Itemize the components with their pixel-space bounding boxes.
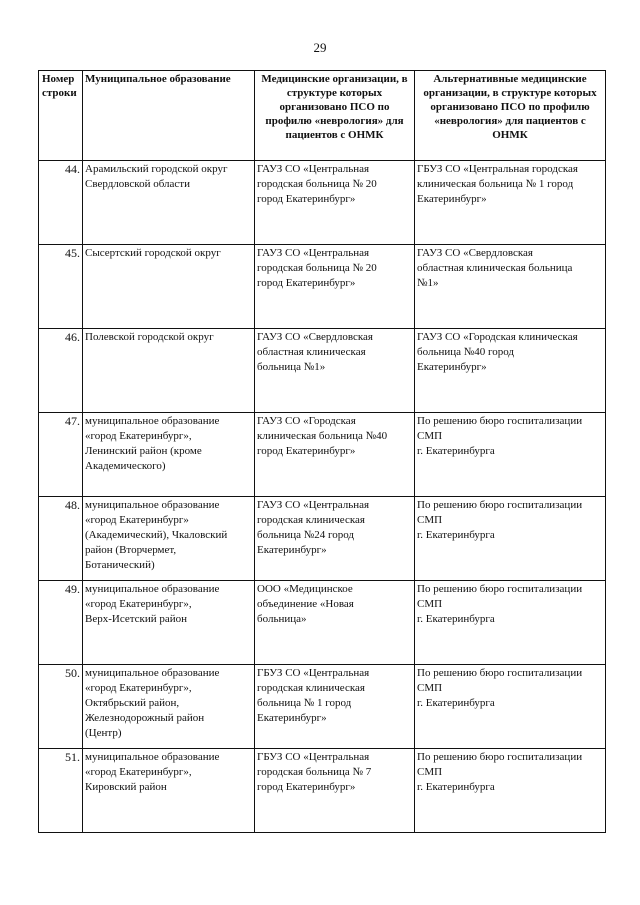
organization-cell — [255, 497, 415, 581]
header-municipality: Муниципальное образование — [83, 71, 255, 161]
municipality-cell — [83, 581, 255, 665]
alternative-cell — [415, 497, 606, 581]
organization-text: ГАУЗ СО «Центральная городская клиническая больница №24 город Екатеринбург» — [257, 499, 370, 556]
alternative-cell — [415, 665, 606, 749]
organization-cell — [255, 665, 415, 749]
organization-text: ГАУЗ СО «Центральная городская больница № 20 город Екатеринбург» — [257, 163, 377, 205]
table-row — [39, 665, 606, 749]
table-row — [39, 581, 606, 665]
table-row — [39, 413, 606, 497]
alternative-text: По решению бюро госпитализации СМП г. Екатеринбурга — [417, 415, 583, 457]
municipality-text: Полевской городской округ — [85, 331, 214, 343]
alternative-cell — [415, 749, 606, 833]
organization-cell — [255, 245, 415, 329]
municipality-text: Арамильский городской округ Свердловской области — [85, 163, 228, 190]
organization-text: ГБУЗ СО «Центральная городская больница № 7 город Екатеринбург» — [257, 751, 372, 793]
row-number: 47. — [39, 413, 83, 497]
organization-cell — [255, 581, 415, 665]
municipality-cell — [83, 665, 255, 749]
municipality-text: Сысертский городской округ — [85, 247, 221, 259]
alternative-text: По решению бюро госпитализации СМП г. Екатеринбурга — [417, 583, 583, 625]
row-number: 46. — [39, 329, 83, 413]
municipality-cell — [83, 497, 255, 581]
alternative-cell — [415, 161, 606, 245]
row-number: 44. — [39, 161, 83, 245]
alternative-cell — [415, 413, 606, 497]
table-row — [39, 497, 606, 581]
row-number: 45. — [39, 245, 83, 329]
table-row — [39, 245, 606, 329]
row-number: 49. — [39, 581, 83, 665]
municipality-text: муниципальное образование «город Екатеринбург», Кировский район — [85, 751, 220, 793]
organization-cell — [255, 749, 415, 833]
header-organizations: Медицинские организации, в структуре которых организовано ПСО по профилю «неврология» для пациентов с ОНМК — [255, 71, 415, 161]
alternative-text: ГБУЗ СО «Центральная городская клиническая больница № 1 город Екатеринбург» — [417, 163, 578, 205]
alternative-cell — [415, 329, 606, 413]
table-row — [39, 329, 606, 413]
page-number: 29 — [313, 40, 327, 55]
alternative-text: ГАУЗ СО «Городская клиническая больница №40 город Екатеринбург» — [417, 331, 578, 373]
municipality-cell — [83, 245, 255, 329]
row-number: 50. — [39, 665, 83, 749]
organization-text: ГАУЗ СО «Свердловская областная клиническая больница №1» — [257, 331, 373, 373]
municipality-cell — [83, 413, 255, 497]
header-row-number: Номер строки — [39, 71, 83, 161]
table-header-row — [39, 71, 606, 161]
municipality-cell — [83, 161, 255, 245]
header-alternatives: Альтернативные медицинские организации, в структуре которых организовано ПСО по профилю «неврология» для пациентов с ОНМК — [415, 71, 606, 161]
organization-cell — [255, 413, 415, 497]
organization-cell — [255, 329, 415, 413]
municipality-text: муниципальное образование «город Екатеринбург», Верх-Исетский район — [85, 583, 220, 625]
hospital-assignment-table — [38, 70, 606, 833]
organization-text: ГБУЗ СО «Центральная городская клиническая больница № 1 город Екатеринбург» — [257, 667, 370, 724]
row-number: 51. — [39, 749, 83, 833]
table-row — [39, 161, 606, 245]
row-number: 48. — [39, 497, 83, 581]
organization-cell — [255, 161, 415, 245]
alternative-text: ГАУЗ СО «Свердловская областная клиническая больница №1» — [417, 247, 573, 289]
alternative-text: По решению бюро госпитализации СМП г. Екатеринбурга — [417, 751, 583, 793]
alternative-cell — [415, 581, 606, 665]
municipality-text: муниципальное образование «город Екатеринбург» (Академический), Чкаловский район (Вторчермет, Ботанический) — [85, 499, 228, 571]
municipality-cell — [83, 749, 255, 833]
organization-text: ООО «Медицинское объединение «Новая больница» — [257, 583, 354, 625]
alternative-text: По решению бюро госпитализации СМП г. Екатеринбурга — [417, 499, 583, 541]
alternative-text: По решению бюро госпитализации СМП г. Екатеринбурга — [417, 667, 583, 709]
municipality-cell — [83, 329, 255, 413]
organization-text: ГАУЗ СО «Центральная городская больница № 20 город Екатеринбург» — [257, 247, 377, 289]
municipality-text: муниципальное образование «город Екатеринбург», Ленинский район (кроме Академического) — [85, 415, 220, 472]
alternative-cell — [415, 245, 606, 329]
organization-text: ГАУЗ СО «Городская клиническая больница №40 город Екатеринбург» — [257, 415, 388, 457]
municipality-text: муниципальное образование «город Екатеринбург», Октябрьский район, Железнодорожный район (Центр) — [85, 667, 220, 739]
table-row — [39, 749, 606, 833]
